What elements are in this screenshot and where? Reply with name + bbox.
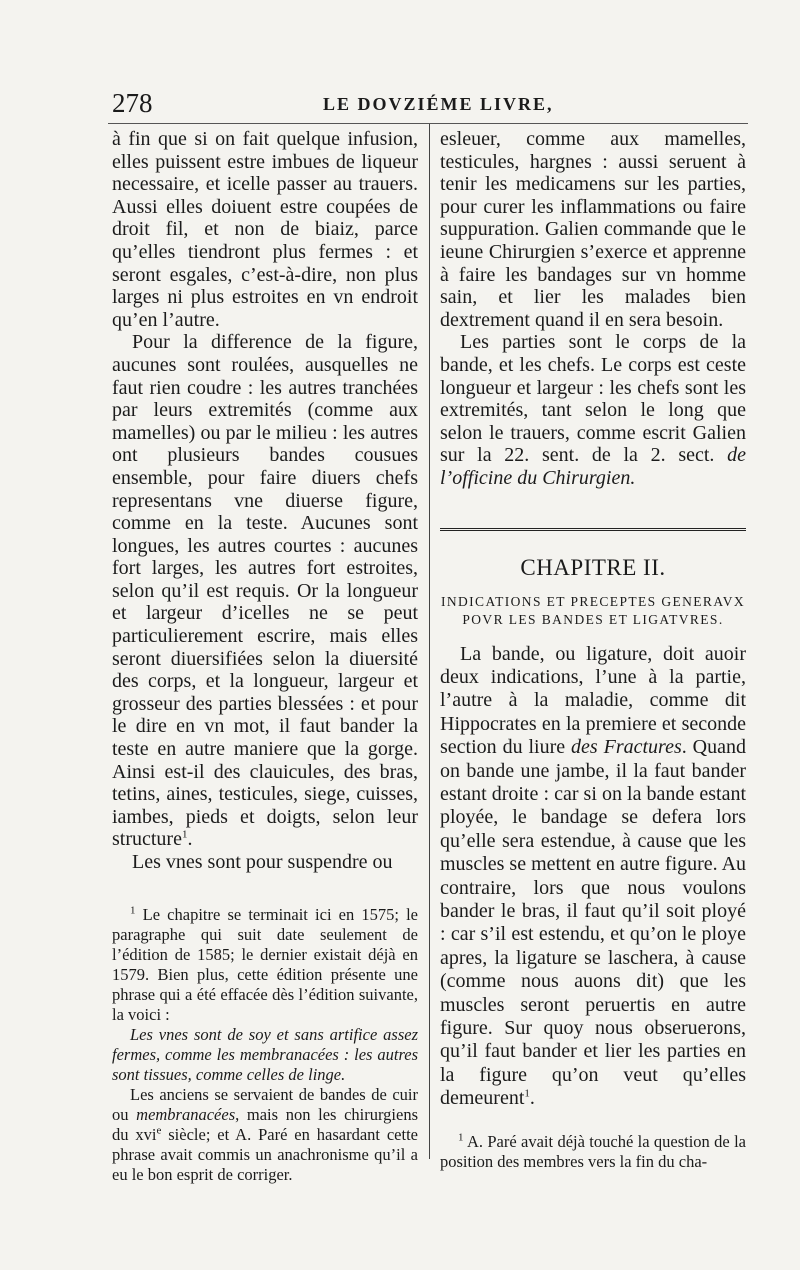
left-footnote-text-2a: Les anciens se servaient de bandes de cuir ou: [112, 1084, 418, 1124]
footnote-ref-1: 1: [181, 828, 188, 841]
right-paragraph-3-end: .: [529, 1087, 535, 1110]
right-footnote: [440, 1132, 746, 1172]
left-body-text: [112, 128, 418, 874]
left-footnote-sup: e: [156, 1124, 162, 1137]
left-footnote-quote: Les vnes sont de soy et sans artifice assez fermes, comme les membranacées : les autres sont tissues, comme celles de linge.: [112, 1024, 418, 1084]
footnote-marker-right: 1: [458, 1131, 464, 1144]
right-column: [440, 128, 746, 1172]
chapter-body-text: [440, 643, 746, 1111]
left-footnote-text-2-italic: membranacées: [136, 1104, 236, 1124]
footnote-marker: 1: [130, 904, 136, 917]
left-footnote-text-1: Le chapitre se terminait ici en 1575; le paragraphe qui suit date seulement de l’édition de 1585; le dernier existait déjà en 1579. Bien plus, cette édition présente une phrase qui a été effacée dès l’édition suivante, la voici :: [112, 904, 418, 1024]
left-footnote-text-2c: siècle; et A. Paré en hasardant cette phrase avait commis un anachronisme qu’il a eu le bon esprit de corriger.: [112, 1124, 419, 1184]
header-rule: [108, 123, 748, 124]
left-paragraph-1: à fin que si on fait quelque infusion, elles puissent estre imbues de liqueur necessaire, et icelle passer au trauers. Aussi elles doiuent estre coupées de droit fil, et non de biaiz, parce qu’elles tiendront plus fermes : et seront esgales, c’est-à-dire, non plus larges ni plus estroites en vn endroit qu’en l’autre.: [112, 128, 418, 331]
chapter-subtitle-line-1: INDICATIONS ET PRECEPTES GENERAVX: [440, 593, 746, 609]
right-footnote-para: [440, 1132, 746, 1172]
left-paragraph-3: Les vnes sont pour suspendre ou: [132, 851, 393, 873]
chapter-title: CHAPITRE II.: [520, 554, 666, 580]
footnote-ref-2: 1: [524, 1087, 530, 1100]
left-paragraph-2-text: Pour la difference de la figure, aucunes sont roulées, ausquelles ne faut rien coudre : les autres tranchées par leurs extremités (comme aux mamelles) ou par le milieu : les autres ont plusieurs bandes cousues ensemble, pour faire diuers chefs representans vne diuerse figure, comme en la teste. Aucunes sont longues, les autres courtes : aucunes fort larges, les autres fort estroites, selon qu’il est requis. Or la longueur et largeur d’icelles ne se peut particulierement escrire, mais elles seront diuersifiées selon la diuersité des corps, et la longueur, largeur et grosseur des parties blessées : et pour le dire en vn mot, il faut bander la teste en autre maniere que la gorge. Ainsi est-il des clauicules, des bras, tetins, aines, testicules, siege, cuisses, iambes, pieds et doigts, selon leur structure: [112, 331, 418, 851]
footnote-separator: [112, 896, 418, 897]
right-paragraph-2: [440, 331, 746, 489]
right-paragraph-3-italic: des Fractures: [571, 736, 682, 759]
right-footnote-text: A. Paré avait déjà touché la question de la position des membres vers la fin du cha-: [440, 1131, 746, 1171]
chapter-subtitle-line-2: POVR LES BANDES ET LIGATVRES.: [462, 611, 724, 627]
running-head: [108, 88, 748, 118]
left-footnote: [112, 905, 418, 1185]
footnote-separator-right: [440, 1125, 746, 1126]
right-paragraph-3-text-b: . Quand on bande une jambe, il la faut bander estant droite : car si on la bande estant ployée, le bandage se defera lors qu’elle sera estendue, à cause que les muscles se mettent en autre figure. Au contraire, lors que nous voulons bander le bras, il faut qu’il soit ployé : car s’il est estendu, et qu’on le ploye apres, la ligature se laschera, à cause (comme nous auons dit) que les muscles seront peruertis en autre figure. Sur quoy nous obseruerons, qu’il faut bander et lier les parties en la figure qu’on veut qu’elles demeurent: [440, 736, 747, 1110]
column-divider: [429, 124, 430, 1159]
page-number: 278: [112, 88, 153, 118]
right-body-text: [440, 128, 746, 490]
chapter-separator: [440, 528, 746, 535]
right-paragraph-3: [440, 643, 746, 1111]
left-paragraph-2-end: .: [187, 828, 193, 851]
left-paragraph-2: [112, 331, 418, 851]
running-title: LE DOVZIÉME LIVRE,: [323, 94, 554, 114]
right-paragraph-3-text-a: La bande, ou ligature, doit auoir deux indications, l’une à la partie, l’autre à la maladie, comme dit Hippocrates en la premiere et seconde section du liure: [440, 642, 746, 759]
left-footnote-text-2b: , mais non les chirurgiens du xvi: [112, 1104, 419, 1144]
left-column: [112, 128, 418, 1185]
chapter-subtitle: [440, 593, 746, 629]
right-paragraph-2-text: Les parties sont le corps de la bande, et les chefs. Le corps est ceste longueur et largeur : les chefs sont les extremités, tant selon le long que selon le trauers, comme escrit Galien sur la 22. sent. de la 2. sect.: [440, 331, 746, 467]
left-footnote-para-2: [112, 1085, 418, 1185]
right-paragraph-1: esleuer, comme aux mamelles, testicules, hargnes : aussi seruent à tenir les medicamens sur les parties, pour curer les inflammations ou faire suppuration. Galien commande que le ieune Chirurgien s’exerce et apprenne à faire les bandages sur vn homme sain, et lier les malades bien dextrement quand il en sera besoin.: [440, 128, 746, 331]
left-footnote-para-1: [112, 905, 418, 1025]
right-paragraph-2-italic: de l’officine du Chirurgien.: [440, 444, 746, 489]
